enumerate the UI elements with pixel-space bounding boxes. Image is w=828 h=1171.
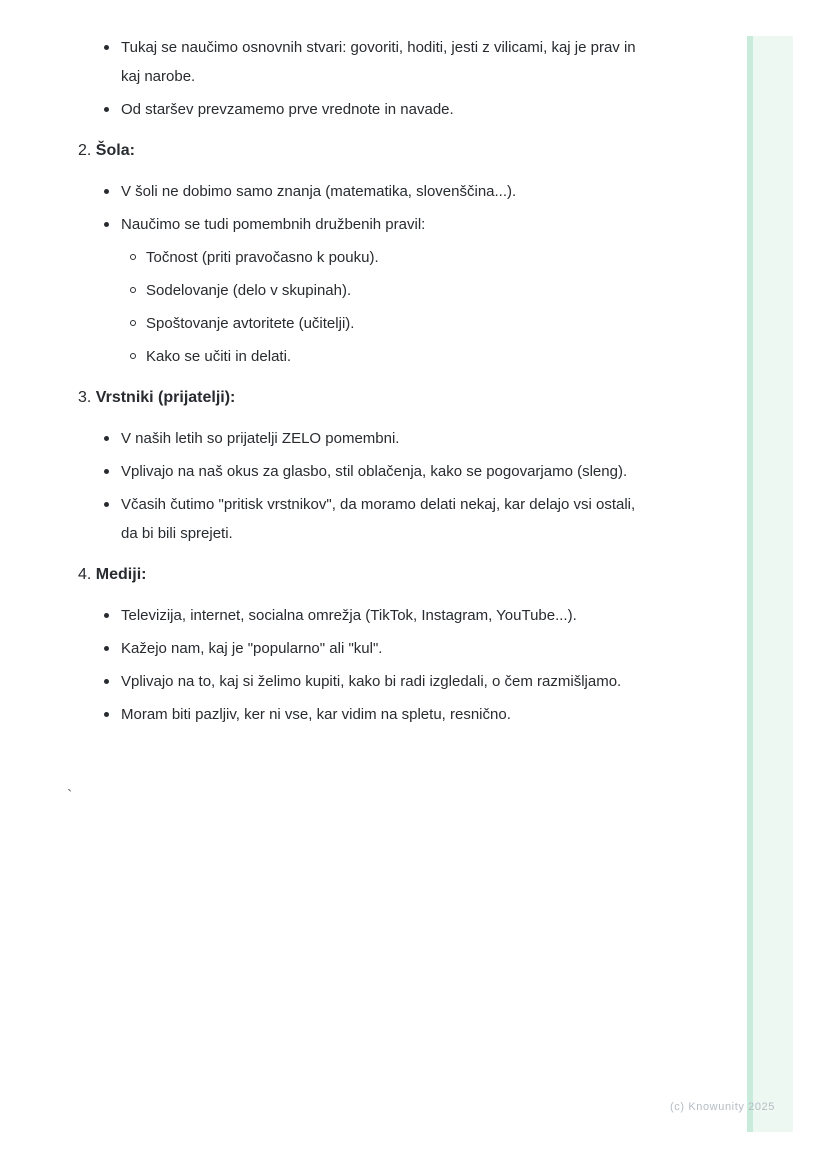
list-item-body bbox=[121, 700, 641, 729]
list-item-text: Moram biti pazljiv, ker ni vse, kar vidim na spletu, resnično. bbox=[121, 706, 511, 723]
list-item-text: Televizija, internet, socialna omrežja (TikTok, Instagram, YouTube...). bbox=[121, 607, 577, 624]
sub-list-item bbox=[129, 243, 641, 272]
section-title: Vrstniki (prijatelji): bbox=[95, 389, 236, 406]
bullet-icon bbox=[103, 601, 121, 630]
list-item-text: Vplivajo na naš okus za glasbo, stil oblačenja, kako se pogovarjamo (sleng). bbox=[121, 463, 628, 480]
list-item-body bbox=[121, 177, 641, 206]
list-item-text: V šoli ne dobimo samo znanja (matematika, slovenščina...). bbox=[121, 183, 517, 200]
list-item-text: Tukaj se naučimo osnovnih stvari: govoriti, hoditi, jesti z vilicami, kaj je prav in kaj narobe. bbox=[121, 39, 636, 85]
list-item-body bbox=[121, 210, 641, 371]
list-item bbox=[103, 490, 641, 548]
list-item-body bbox=[121, 457, 641, 486]
bullet-icon bbox=[103, 700, 121, 729]
list-section bbox=[78, 383, 641, 548]
bullet-icon bbox=[103, 490, 121, 548]
bullet-icon bbox=[103, 95, 121, 124]
list-section bbox=[78, 33, 641, 124]
circle-bullet-icon bbox=[129, 276, 146, 305]
list-section bbox=[78, 560, 641, 729]
list-item-text: Naučimo se tudi pomembnih družbenih pravil: bbox=[121, 216, 426, 233]
bullet-icon bbox=[103, 667, 121, 696]
bullet-list bbox=[78, 601, 641, 729]
list-item bbox=[103, 424, 641, 453]
list-item bbox=[103, 700, 641, 729]
bullet-list bbox=[78, 424, 641, 548]
sub-list-item bbox=[129, 309, 641, 338]
sub-bullet-list bbox=[121, 243, 641, 371]
section-number: 4. bbox=[78, 566, 96, 583]
bullet-list bbox=[78, 33, 641, 124]
list-item-body bbox=[121, 95, 641, 124]
list-item-text: Vplivajo na to, kaj si želimo kupiti, kako bi radi izgledali, o čem razmišljamo. bbox=[121, 673, 622, 690]
bullet-icon bbox=[103, 634, 121, 663]
list-item bbox=[103, 634, 641, 663]
section-heading bbox=[78, 136, 641, 165]
section-title: Šola: bbox=[95, 142, 135, 159]
copyright-watermark: (c) Knowunity 2025 bbox=[670, 1101, 775, 1113]
list-item bbox=[103, 457, 641, 486]
list-item-body bbox=[121, 424, 641, 453]
bullet-icon bbox=[103, 33, 121, 91]
circle-bullet-icon bbox=[129, 309, 146, 338]
stray-backtick-mark: ` bbox=[67, 788, 73, 805]
list-section bbox=[78, 136, 641, 371]
list-item-text: Včasih čutimo "pritisk vrstnikov", da moramo delati nekaj, kar delajo vsi ostali, da bi bili sprejeti. bbox=[121, 496, 636, 542]
list-item bbox=[103, 95, 641, 124]
sub-list-item bbox=[129, 276, 641, 305]
section-number: 3. bbox=[78, 389, 96, 406]
bullet-icon bbox=[103, 177, 121, 206]
list-item bbox=[103, 33, 641, 91]
list-item-body bbox=[121, 490, 641, 548]
list-item-body bbox=[121, 33, 641, 91]
bullet-list bbox=[78, 177, 641, 371]
list-item bbox=[103, 177, 641, 206]
section-heading bbox=[78, 560, 641, 589]
section-number: 2. bbox=[78, 142, 96, 159]
sub-list-item-text: Sodelovanje (delo v skupinah). bbox=[146, 282, 352, 299]
list-item bbox=[103, 667, 641, 696]
list-item bbox=[103, 210, 641, 371]
list-item-text: V naših letih so prijatelji ZELO pomembni. bbox=[121, 430, 400, 447]
list-item-text: Od staršev prevzamemo prve vrednote in navade. bbox=[121, 101, 454, 118]
sub-list-item-text: Spoštovanje avtoritete (učitelji). bbox=[146, 315, 355, 332]
bullet-icon bbox=[103, 210, 121, 371]
list-item-body bbox=[121, 601, 641, 630]
circle-bullet-icon bbox=[129, 243, 146, 272]
highlight-stripe bbox=[747, 36, 793, 1132]
section-heading bbox=[78, 383, 641, 412]
list-item-body bbox=[121, 667, 641, 696]
sub-list-item bbox=[129, 342, 641, 371]
list-item bbox=[103, 601, 641, 630]
list-item-body bbox=[121, 634, 641, 663]
sub-list-item-text: Točnost (priti pravočasno k pouku). bbox=[146, 249, 379, 266]
list-item-text: Kažejo nam, kaj je "popularno" ali "kul". bbox=[121, 640, 383, 657]
circle-bullet-icon bbox=[129, 342, 146, 371]
sub-list-item-text: Kako se učiti in delati. bbox=[146, 348, 292, 365]
section-title: Mediji: bbox=[95, 566, 147, 583]
document-body bbox=[78, 33, 641, 729]
bullet-icon bbox=[103, 457, 121, 486]
bullet-icon bbox=[103, 424, 121, 453]
